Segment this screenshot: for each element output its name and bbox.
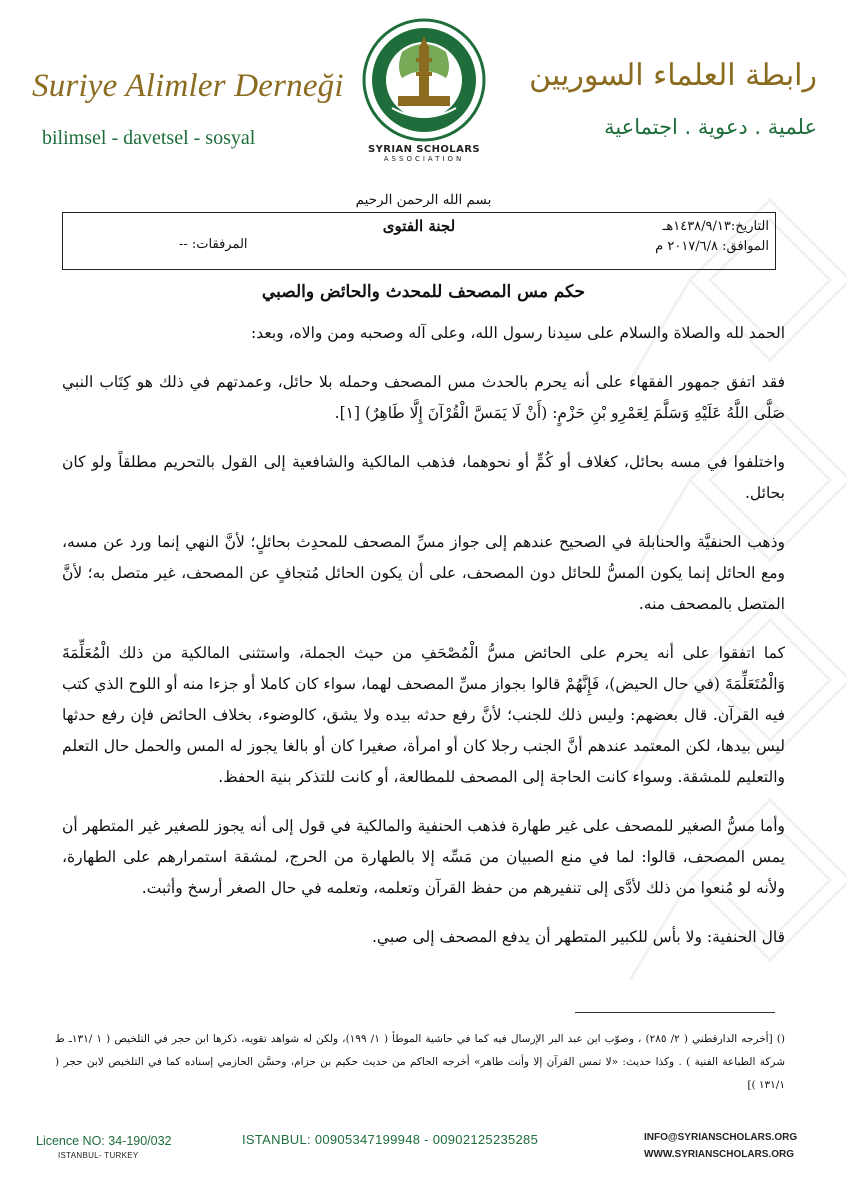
fatwa-title: حكم مس المصحف للمحدث والحائض والصبي xyxy=(261,282,586,302)
basmala: بسم الله الرحمن الرحيم xyxy=(355,192,492,208)
footnote: () [أخرجه الدارقطني ( ٢/ ٢٨٥) ، وصوّب ابن عبد البر الإرسال فيه كما في حاشية الموطأ ( ١/ ١٩٩)، ولكن له شواهد تقويه، ذكرها ابن حجر في التلخيص ( ١ /١٣١ـ ط شركة الطباعة الفنية ) . وكذا حديث: «لا تمس القرآن إلا وأنت طاهر» أخرجه الحاكم من حديث حكيم بن حزام، وحسَّن الحازمي إسناده كما في التلخيص لابن حجر ( ١٣١/١ )] xyxy=(55,1033,785,1091)
paragraph: وأما مسُّ الصغير للمصحف على غير طهارة فذهب الحنفية والمالكية في قول إلى أنه يجوز للصغير غير المتطهر أن يمس المصحف، قالوا: لما في منع الصبيان من مَسِّه إلا بالطهارة من الحرج، لمشقة استمرارهم على الطهارة، ولأنه لو مُنعوا من ذلك لأدَّى إلى تنفيرهم من حفظ القرآن وتعلمه، وتعلمه في حال الصغر أرسخ وأثبت. xyxy=(62,817,785,897)
committee-name: لجنة الفتوى xyxy=(382,217,456,235)
date-hijri: التاريخ:١٤٣٨/٩/١٣هـ xyxy=(662,219,769,234)
org-tagline-turkish: bilimsel - davetsel - sosyal xyxy=(42,127,256,149)
paragraph: وذهب الحنفيَّة والحنابلة في الصحيح عندهم إلى جواز مسِّ المصحف للمحدِث بحائلٍ؛ لأنَّ النهي إنما ورد عن مسه، ومع الحائل إنما يكون المسُّ للحائل دون المصحف، على أن يكون الحائل مُتجافٍ عن المصحف، غير متصل به؛ لأنَّ المتصل بالمصحف منه. xyxy=(62,533,785,613)
document-info-box xyxy=(62,212,776,270)
paragraph: قال الحنفية: ولا بأس للكبير المتطهر أن يدفع المصحف إلى صبي. xyxy=(371,928,785,946)
org-header-arabic xyxy=(497,58,817,139)
logo-emblem-icon xyxy=(362,18,486,142)
email-address[interactable]: INFO@SYRIANSCHOLARS.ORG xyxy=(644,1132,798,1143)
licence-number: Licence NO: 34-190/032 xyxy=(36,1134,172,1148)
paragraph: كما اتفقوا على أنه يحرم على الحائض مسُّ الْمُصْحَفِ من حيث الجملة، واستثنى المالكية من ذلك الْمُعَلِّمَةَ وَالْمُتَعَلِّمَةَ (في حال الحيض)، فَإِنَّهُمْ قالوا بجواز مسِّ المصحف لهما، سواء كان كاملا أو جزءا منه أو اللوح الذي كتب فيه القرآن. قال بعضهم: وليس ذلك للجنب؛ لأنَّ رفع حدثه بيده ولا يشق، كالوضوء، بخلاف الحائض فإن رفع حدثها ليس بيدها، لكن المعتمد عندهم أنَّ الجنب رجلا كان أو امرأة، صغيرا كان أو بالغا يجوز له المس والحمل حال التعلم والتعليم للمشقة. وسواء كانت الحاجة إلى المصحف للمطالعة، أو كانت للتذكر بنية الحفظ. xyxy=(62,644,785,786)
phone-numbers: ISTANBUL: 00905347199948 - 00902125235285 xyxy=(242,1132,539,1147)
org-name-arabic: رابطة العلماء السوريين xyxy=(529,58,817,93)
logo-caption: SYRIAN SCHOLARS xyxy=(368,144,480,155)
org-tagline-arabic: علمية . دعوية . اجتماعية xyxy=(604,115,817,139)
org-name-turkish: Suriye Alimler Derneği xyxy=(32,68,344,104)
attachments-label: المرفقات: -- xyxy=(179,237,248,252)
paragraph: واختلفوا في مسه بحائل، كغلاف أو كُمٍّ أو نحوهما، فذهب المالكية والشافعية إلى القول بالتحريم مطلقاً ولو كان بحائل. xyxy=(62,453,785,502)
paragraph: الحمد لله والصلاة والسلام على سيدنا رسول الله، وعلى آله وصحبه ومن والاه، وبعد: xyxy=(251,324,785,342)
org-header-turkish xyxy=(32,68,362,150)
logo-caption-sub: ASSOCIATION xyxy=(383,155,465,163)
fatwa-body xyxy=(62,318,785,971)
date-gregorian: الموافق: ٢٠١٧/٦/٨ م xyxy=(655,239,769,254)
paragraph: فقد اتفق جمهور الفقهاء على أنه يحرم بالحدث مس المصحف وحمله بلا حائل، وعمدتهم في ذلك هو كِتَاب النبي صَلَّى اللَّهُ عَلَيْهِ وَسَلَّمَ لِعَمْرِو بْنِ حَزْمٍ: (أَنْ لَا يَمَسَّ الْقُرْآنَ إِلَّا طَاهِرٌ) [١]. xyxy=(62,373,785,422)
page-footer xyxy=(0,1126,847,1200)
footer-city: ISTANBUL- TURKEY xyxy=(58,1151,139,1160)
org-logo xyxy=(358,18,490,163)
website-link[interactable]: WWW.SYRIANSCHOLARS.ORG xyxy=(644,1149,794,1160)
footnote-divider xyxy=(575,1012,775,1013)
